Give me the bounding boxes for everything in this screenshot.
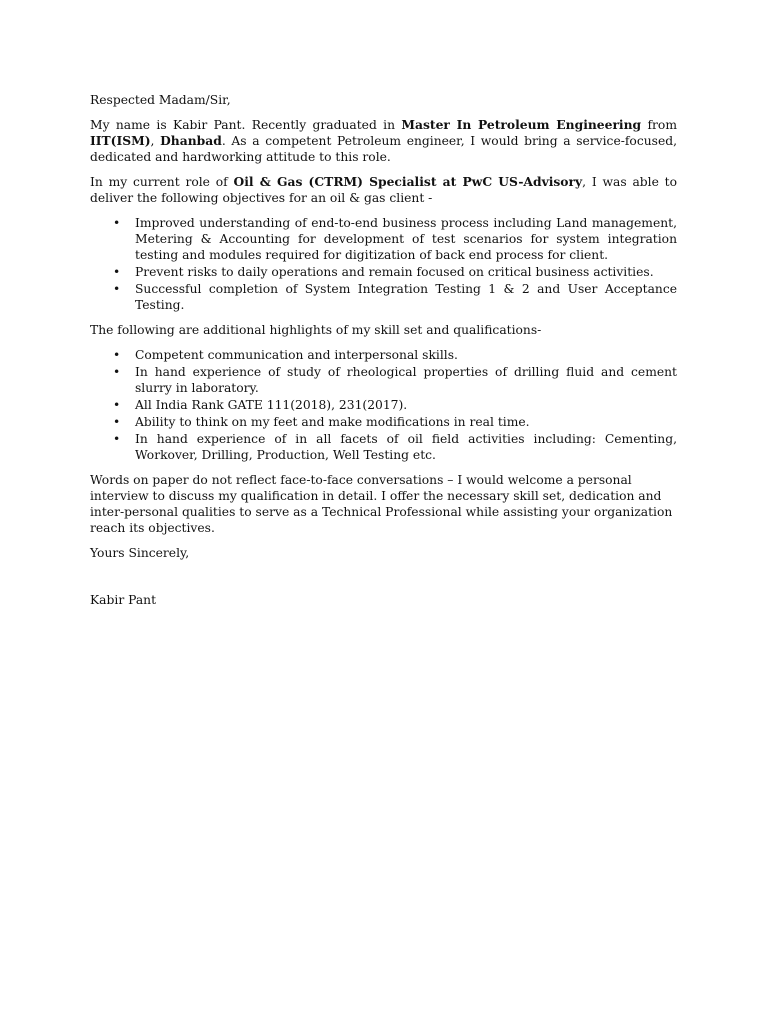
bullet-icon: • [113, 365, 121, 379]
valediction: Yours Sincerely, [90, 546, 190, 560]
degree-name: Master In Petroleum Engineering [401, 117, 642, 132]
institute-name: IIT(ISM) [90, 133, 151, 148]
list-item-text: Successful completion of System Integration Testing 1 & 2 and User Acceptance Testing. [135, 282, 677, 312]
role-text-2: , I was able to deliver the following objectives for an oil & gas client - [90, 175, 678, 205]
highlights-list [90, 347, 677, 463]
list-item-text: In hand experience of study of rheological properties of drilling fluid and cement slurry in laboratory. [135, 365, 677, 395]
bullet-icon: • [113, 348, 121, 362]
list-item [113, 215, 677, 263]
closing-paragraph: Words on paper do not reflect face-to-face conversations – I would welcome a personal interview to discuss my qualification in detail. I offer the necessary skill set, dedication and inter-personal qualities to serve as a Technical Professional while assisting your organization reach its objectives. [90, 473, 673, 535]
intro-text-3: , [150, 134, 161, 148]
bullet-icon: • [113, 265, 121, 279]
bullet-icon: • [113, 415, 121, 429]
role-title: Oil & Gas (CTRM) Specialist at PwC US-Advisory [233, 174, 583, 189]
list-item-text: All India Rank GATE 111(2018), 231(2017). [135, 398, 408, 412]
list-item [113, 281, 677, 313]
list-item [113, 347, 677, 363]
salutation: Respected Madam/Sir, [90, 93, 231, 107]
list-item-text: Prevent risks to daily operations and remain focused on critical business activities. [135, 265, 654, 279]
intro-text-1: My name is Kabir Pant. Recently graduated in [90, 118, 402, 132]
list-item [113, 364, 677, 396]
signature-name: Kabir Pant [90, 593, 157, 607]
list-item [113, 264, 677, 280]
list-item-text: In hand experience of in all facets of oil field activities including: Cementing, Workover, Drilling, Production, Well Testing etc. [135, 432, 677, 462]
bullet-icon: • [113, 216, 121, 230]
list-item-text: Improved understanding of end-to-end business process including Land management, Metering & Accounting for development of test scenarios for system integration testing and modules required for digitization of back end process for client. [135, 216, 677, 262]
role-text-1: In my current role of [90, 175, 234, 189]
bullet-icon: • [113, 398, 121, 412]
list-item [113, 431, 677, 463]
signature-space [90, 570, 677, 592]
bullet-icon: • [113, 282, 121, 296]
intro-text-2: from [641, 118, 677, 132]
bullet-icon: • [113, 432, 121, 446]
cover-letter [90, 92, 677, 617]
list-item [113, 397, 677, 413]
highlights-intro: The following are additional highlights of my skill set and qualifications- [90, 323, 542, 337]
list-item-text: Ability to think on my feet and make modifications in real time. [135, 415, 530, 429]
city-name: Dhanbad [160, 133, 222, 148]
list-item [113, 414, 677, 430]
intro-paragraph [90, 117, 677, 165]
list-item-text: Competent communication and interpersonal skills. [135, 348, 458, 362]
intro-text-4: . As a competent Petroleum engineer, I would bring a service-focused, dedicated and hardworking attitude to this role. [90, 134, 678, 164]
objectives-list [90, 215, 677, 313]
current-role-paragraph [90, 174, 677, 206]
